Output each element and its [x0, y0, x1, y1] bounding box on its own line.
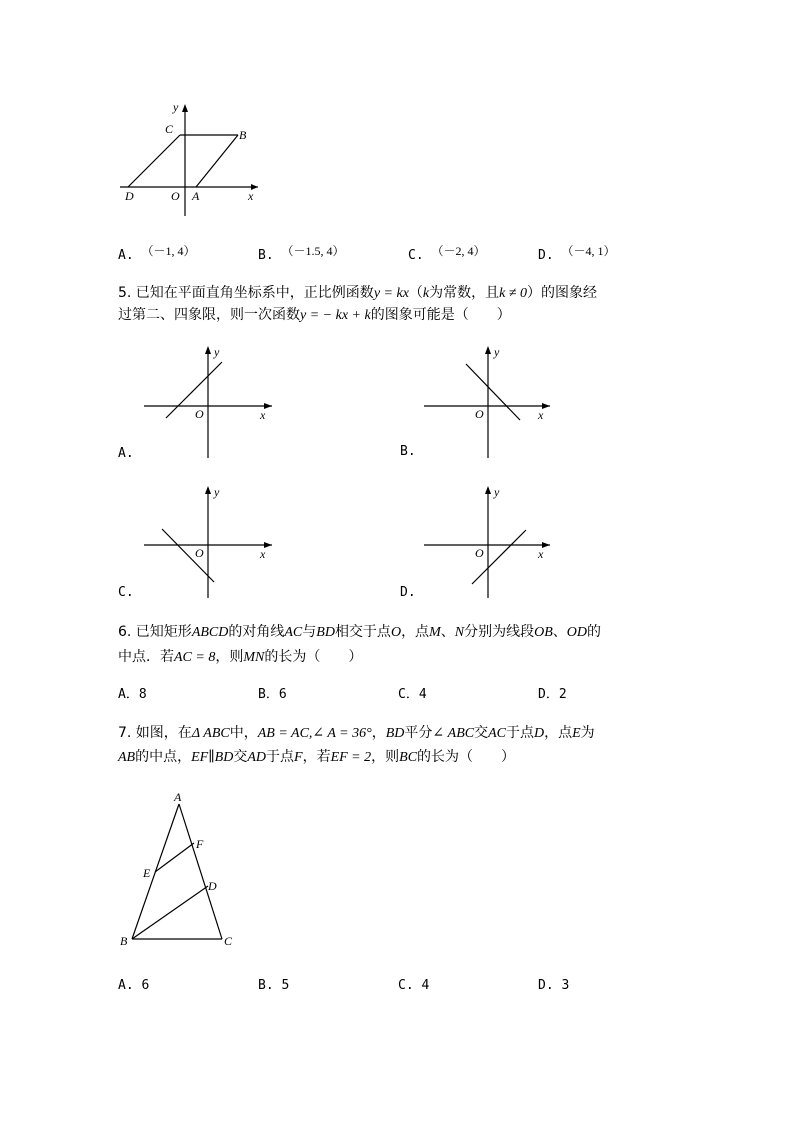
label-y: y [173, 100, 179, 114]
label-o: O [475, 407, 484, 421]
q7-line1: 7. 如图，在Δ ABC中，AB = AC,∠ A = 36°，BD平分∠ ABC交AC于点D，点E为 [118, 725, 595, 741]
q5-option-d: D. [400, 585, 416, 600]
q4-option-d: D. （－4, 1） [538, 244, 616, 263]
label-x: x [248, 189, 254, 203]
q5-option-a: A. [118, 446, 134, 461]
q7-option-a: A. 6 [118, 978, 150, 993]
label-x: x [538, 408, 544, 422]
q5-graph-b [420, 342, 560, 462]
parallelogram-figure [110, 98, 270, 218]
q5-graph-d [420, 482, 560, 602]
q6-option-b: B．6 [258, 687, 287, 702]
q6-line2: 中点．若AC = 8，则MN的长为（ ） [118, 649, 363, 665]
label-a: A [192, 189, 200, 203]
label-o: O [475, 546, 484, 560]
q4-option-a: A. （－1, 4） [118, 244, 196, 263]
q5-option-c: C. [118, 585, 134, 600]
q4-option-b: B. （－1.5, 4） [258, 244, 345, 263]
label-y: y [494, 485, 500, 499]
label-c: C [224, 934, 233, 948]
label-d: D [208, 879, 217, 893]
q7-option-d: D. 3 [538, 978, 570, 993]
label-c: C [165, 122, 174, 136]
triangle-figure [112, 786, 242, 956]
q6-option-d: D．2 [538, 687, 567, 702]
label-o: O [195, 546, 204, 560]
label-f: F [196, 837, 204, 851]
q7-line2: AB的中点，EF∥BD交AD于点F，若EF = 2，则BC的长为（ ） [118, 749, 516, 765]
label-o: O [171, 189, 180, 203]
label-y: y [214, 345, 220, 359]
q5-option-b: B. [400, 444, 416, 459]
q6-option-a: A．8 [118, 687, 147, 702]
q4-option-c: C. （－2, 4） [408, 244, 486, 263]
q7-option-b: B. 5 [258, 978, 290, 993]
label-b: B [120, 934, 128, 948]
label-d: D [125, 189, 134, 203]
q5-graph-c [140, 482, 280, 602]
label-e: E [143, 866, 151, 880]
q5-line2: 过第二、四象限，则一次函数y = − kx + k的图象可能是（ ） [118, 307, 511, 323]
q7-option-c: C. 4 [398, 978, 430, 993]
label-o: O [195, 407, 204, 421]
q5-graph-a [140, 342, 280, 462]
q5-line1: 5. 已知在平面直角坐标系中，正比例函数y = kx（k为常数，且k ≠ 0）的图象经 [118, 285, 598, 301]
label-y: y [494, 345, 500, 359]
label-a: A [174, 790, 182, 804]
label-b: B [239, 128, 247, 142]
q6-line1: 6. 已知矩形ABCD的对角线AC与BD相交于点O，点M、N分别为线段OB、OD的 [118, 624, 601, 640]
label-y: y [214, 485, 220, 499]
label-x: x [260, 408, 266, 422]
label-x: x [260, 547, 266, 561]
q6-option-c: C．4 [398, 687, 427, 702]
label-x: x [538, 547, 544, 561]
